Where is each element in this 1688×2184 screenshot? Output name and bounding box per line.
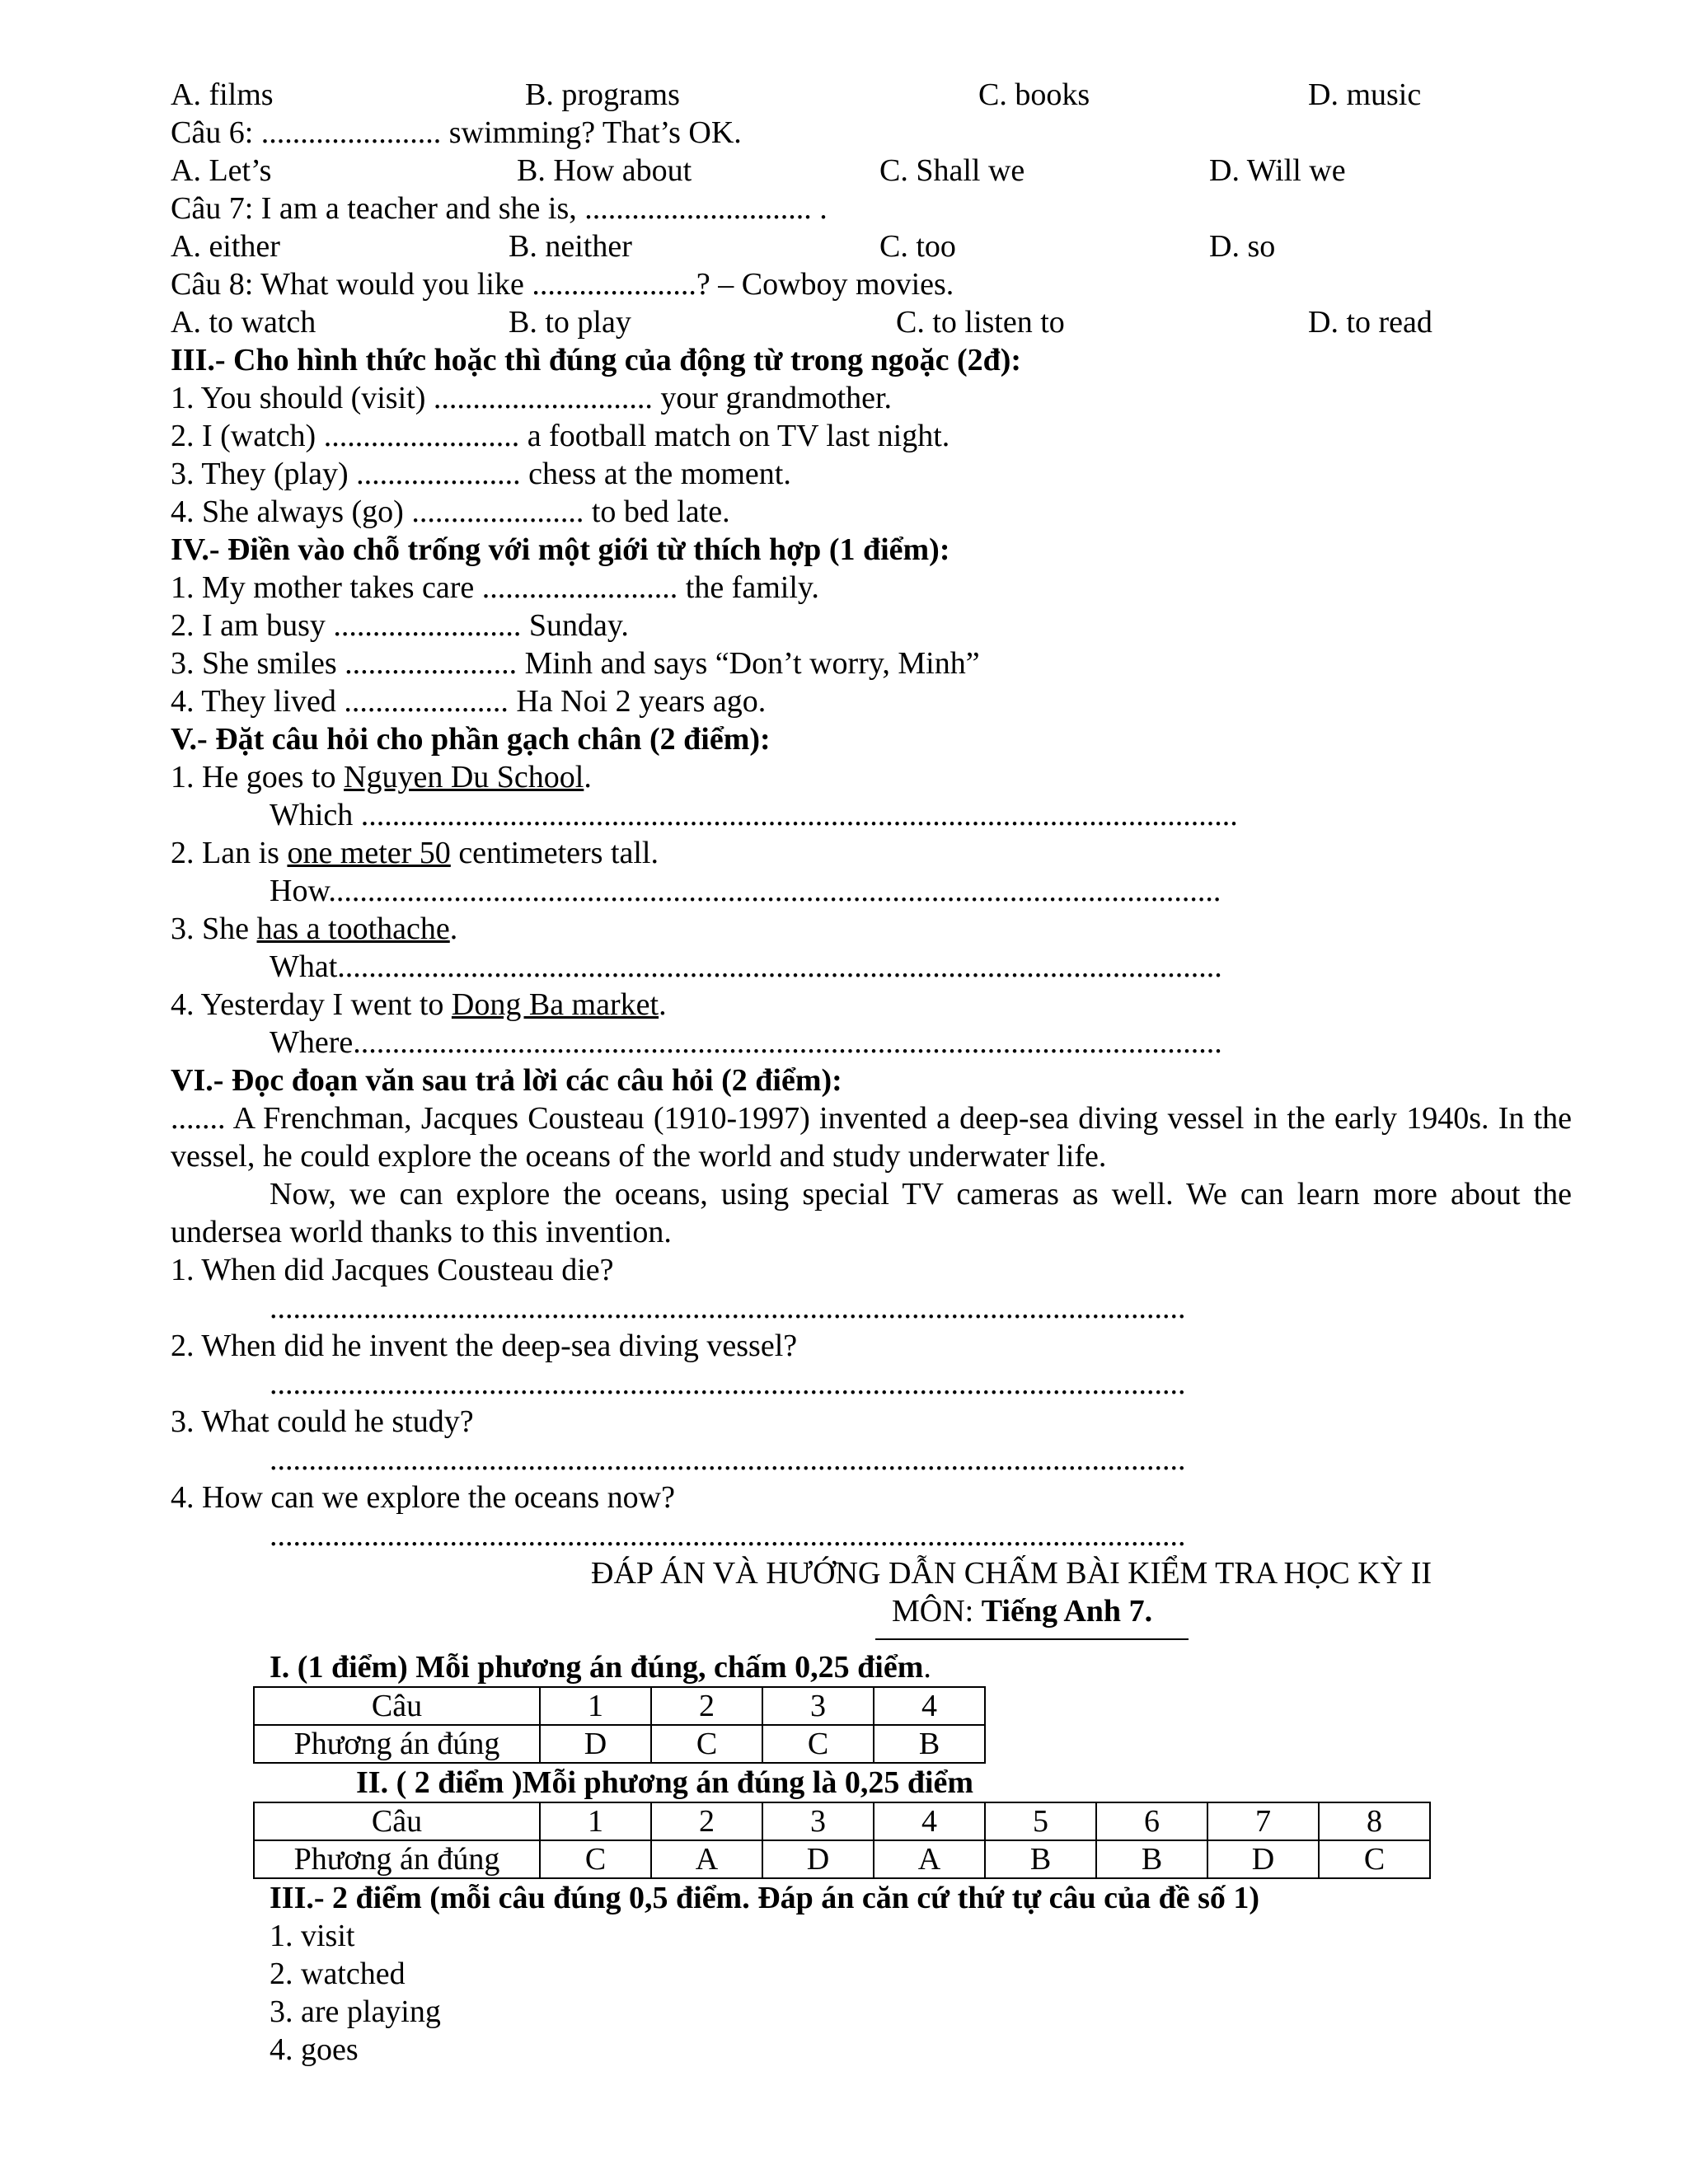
q8-option-c: C. to listen to [896,305,1065,340]
question-text: centimeters tall. [450,836,659,870]
answer-line: ..................................................................................................................... [270,1442,1186,1477]
q7-option-b: B. neither [509,229,632,264]
table-row [254,1687,985,1725]
q7-option-c: C. too [879,229,956,264]
table-cell: C [540,1840,651,1878]
section-5-question [171,758,1572,796]
answer-line: Where............................................................................................................... [270,1025,1222,1060]
table-cell: D [762,1840,874,1878]
answer-line: How.................................................................................................................. [270,874,1221,908]
table-cell: C [762,1725,874,1763]
question-text: . [584,760,592,794]
table-cell: D [540,1725,651,1763]
section-3-item: 2. I (watch) ......................... a football match on TV last night. [171,419,950,453]
q8-stem: Câu 8: What would you like .....................? – Cowboy movies. [171,267,954,302]
q8-options [171,303,1572,341]
title-divider [875,1638,1189,1640]
answer-line: ..................................................................................................................... [270,1291,1186,1325]
section-4-item: 3. She smiles ...................... Minh and says “Don’t worry, Minh” [171,646,980,681]
q7-stem: Câu 7: I am a teacher and she is, ............................. . [171,191,828,226]
section-4-item: 1. My mother takes care ......................... the family. [171,570,819,605]
reading-question: 2. When did he invent the deep-sea diving vessel? [171,1329,798,1363]
table-cell: 2 [651,1802,762,1840]
table-cell: 1 [540,1687,651,1725]
table-cell: B [985,1840,1096,1878]
answer-key-title: ĐÁP ÁN VÀ HƯỚNG DẪN CHẤM BÀI KIỂM TRA HỌC KỲ II [591,1556,1432,1591]
table-cell: 7 [1207,1802,1319,1840]
q7-option-d: D. so [1209,229,1276,264]
answer-table-part-1 [253,1686,986,1764]
section-5-question [171,834,1572,872]
q6-option-c: C. Shall we [879,153,1025,188]
question-text: . [659,987,667,1022]
part-1-title-dot: . [923,1650,931,1685]
q6-options [171,152,1572,190]
table-header-cell: Câu [254,1802,540,1840]
question-text: 2. Lan is [171,836,288,870]
q5-option-d: D. music [1308,77,1422,112]
table-cell: 3 [762,1802,874,1840]
underlined-part: has a toothache [256,912,450,946]
q5-option-a: A. films [171,77,274,112]
q6-option-b: B. How about [517,153,692,188]
table-header-cell: Phương án đúng [254,1840,540,1878]
answer-part-3-item: 1. visit [270,1919,355,1953]
underlined-part: one meter 50 [287,836,451,870]
answer-line: What................................................................................................................. [270,949,1222,984]
answer-part-3-item: 3. are playing [270,1994,441,2029]
table-cell: 5 [985,1802,1096,1840]
section-3-title: III.- Cho hình thức hoặc thì đúng của động từ trong ngoặc (2đ): [171,343,1022,377]
subject-label: MÔN: [892,1594,982,1629]
answer-key-subject [171,1592,1572,1630]
table-cell: C [651,1725,762,1763]
table-cell: 3 [762,1687,874,1725]
table-cell: 2 [651,1687,762,1725]
table-cell: 4 [874,1802,985,1840]
q7-option-a: A. either [171,229,280,264]
section-4-item: 2. I am busy ........................ Sunday. [171,608,629,643]
answer-table-part-2 [253,1802,1431,1879]
q8-option-d: D. to read [1308,305,1432,340]
table-cell: B [1096,1840,1207,1878]
answer-line: ..................................................................................................................... [270,1518,1186,1553]
q8-option-b: B. to play [509,305,631,340]
underlined-part: Nguyen Du School [344,760,584,794]
table-cell: 1 [540,1802,651,1840]
table-cell: 6 [1096,1802,1207,1840]
answer-part-1-title [171,1648,1572,1686]
section-5-title: V.- Đặt câu hỏi cho phần gạch chân (2 điểm): [171,722,771,757]
reading-paragraph-1: ....... A Frenchman, Jacques Cousteau (1910-1997) invented a deep-sea diving vessel in the early 1940s. In the vessel, he could explore the oceans of the world and study underwater life. [171,1101,1572,1174]
subject-name: Tiếng Anh 7. [981,1594,1153,1629]
section-5-question [171,986,1572,1024]
reading-question: 1. When did Jacques Cousteau die? [171,1253,614,1287]
q6-option-a: A. Let’s [171,153,272,188]
q6-option-d: D. Will we [1209,153,1346,188]
table-cell: A [651,1840,762,1878]
answer-line: ..................................................................................................................... [270,1366,1186,1401]
q5-option-c: C. books [978,77,1090,112]
table-cell: 4 [874,1687,985,1725]
q5-option-b: B. programs [525,77,680,112]
q8-option-a: A. to watch [171,305,316,340]
exam-page [171,76,1572,2069]
answer-line: Which ................................................................................................................ [270,798,1238,832]
reading-question: 3. What could he study? [171,1404,474,1439]
question-text: 4. Yesterday I went to [171,987,452,1022]
table-header-cell: Phương án đúng [254,1725,540,1763]
answer-part-3-item: 4. goes [270,2032,359,2067]
table-row [254,1802,1430,1840]
section-4-title: IV.- Điền vào chỗ trống với một giới từ thích hợp (1 điểm): [171,532,950,567]
reading-question: 4. How can we explore the oceans now? [171,1480,675,1515]
table-cell: C [1319,1840,1430,1878]
table-cell: 8 [1319,1802,1430,1840]
reading-paragraph-2: Now, we can explore the oceans, using special TV cameras as well. We can learn more about the undersea world thanks to this invention. [171,1177,1572,1249]
section-6-title: VI.- Đọc đoạn văn sau trả lời các câu hỏi (2 điểm): [171,1063,842,1098]
answer-part-3-item: 2. watched [270,1957,406,1991]
section-5-question [171,910,1572,948]
answer-part-3-title: III.- 2 điểm (mỗi câu đúng 0,5 điểm. Đáp án căn cứ thứ tự câu của đề số 1) [270,1881,1260,1915]
q5-options [171,76,1572,114]
question-text: . [449,912,458,946]
question-text: 1. He goes to [171,760,345,794]
question-text: 3. She [171,912,257,946]
q6-stem: Câu 6: ....................... swimming? That’s OK. [171,115,742,150]
answer-part-2-title: II. ( 2 điểm )Mỗi phương án đúng là 0,25 điểm [356,1765,974,1800]
part-1-title-text: I. (1 điểm) Mỗi phương án đúng, chấm 0,25 điểm [270,1650,924,1685]
section-4-item: 4. They lived ..................... Ha Noi 2 years ago. [171,684,767,719]
table-cell: A [874,1840,985,1878]
section-3-item: 3. They (play) ..................... chess at the moment. [171,457,791,491]
table-row [254,1725,985,1763]
section-3-item: 4. She always (go) ...................... to bed late. [171,494,730,529]
q7-options [171,227,1572,265]
section-3-item: 1. You should (visit) ............................ your grandmother. [171,381,893,415]
table-header-cell: Câu [254,1687,540,1725]
table-cell: D [1207,1840,1319,1878]
table-row [254,1840,1430,1878]
underlined-part: Dong Ba market [451,987,659,1022]
table-cell: B [874,1725,985,1763]
